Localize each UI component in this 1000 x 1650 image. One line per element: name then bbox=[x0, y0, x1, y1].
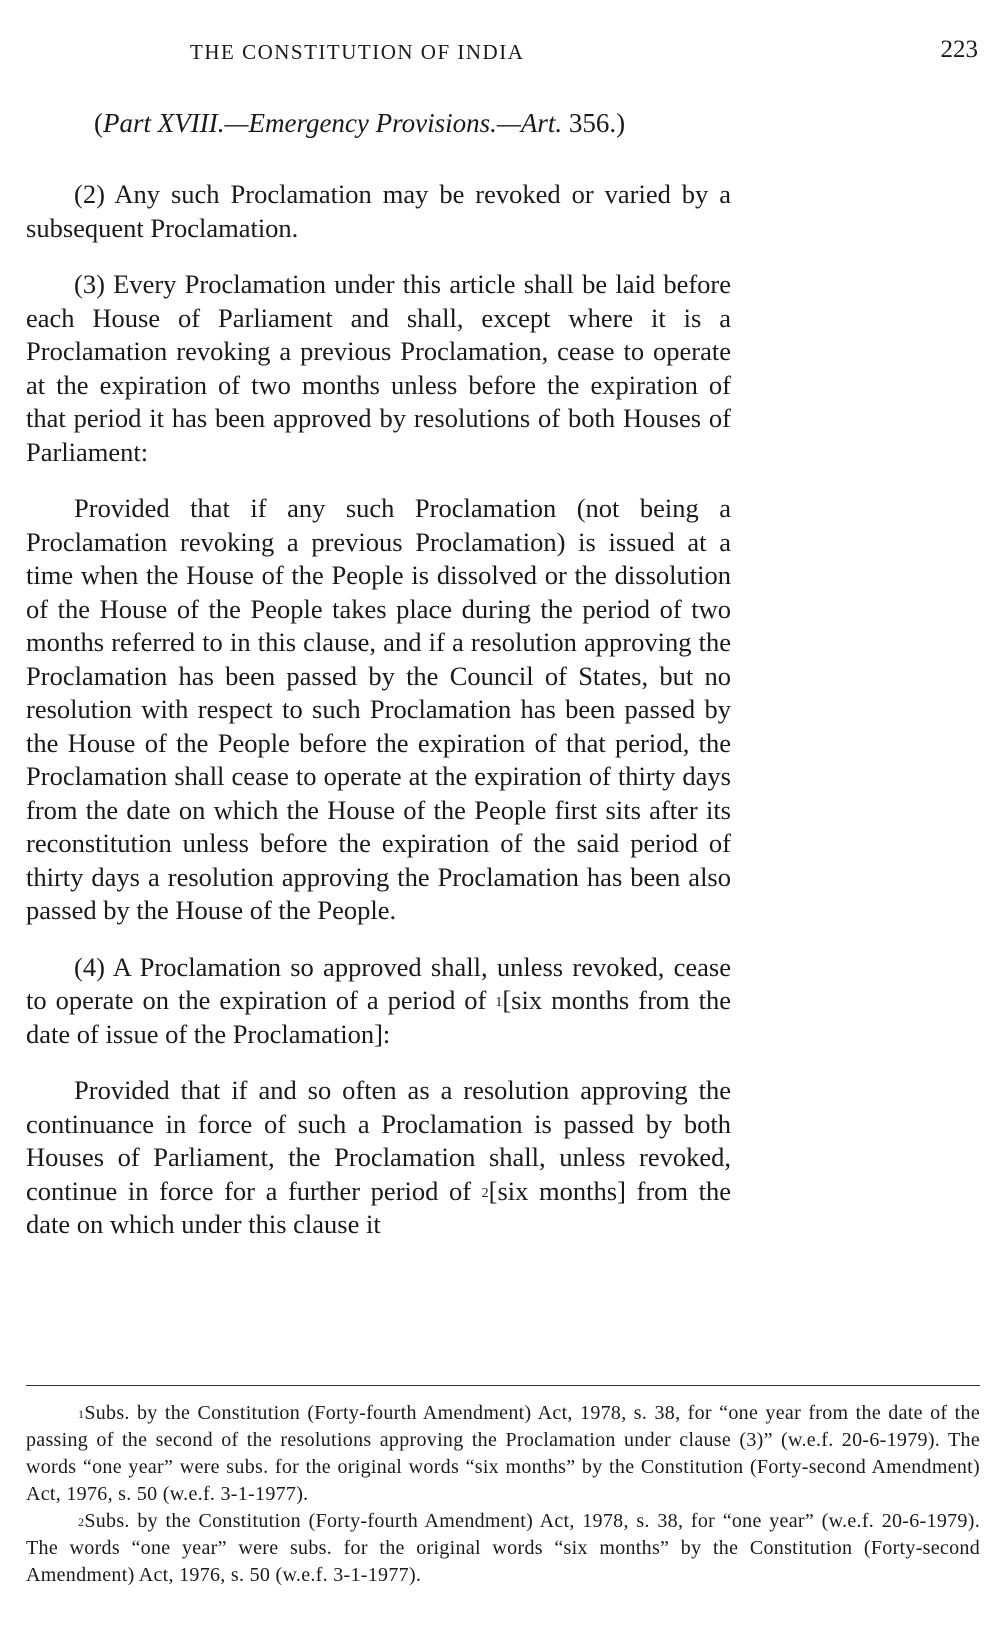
article-ref-number: 356.) bbox=[562, 108, 626, 138]
clause-2: (2) Any such Proclamation may be revoked or varied by a subsequent Proclamation. bbox=[26, 179, 731, 243]
footnotes bbox=[26, 1400, 980, 1589]
footnote-1-text: Subs. by the Constitution (Forty-fourth Amendment) Act, 1978, s. 38, for “one year from the date of the passing of the second of the resolutions approving the Proclamation under clause (3)” (w.e.f. 20-6-1979). The words “one year” were subs. for the original words “six months” by the Constitution (Forty-second Amendment) Act, 1976, s. 50 (w.e.f. 3-1-1977). bbox=[26, 1402, 980, 1505]
footnote-divider bbox=[26, 1385, 980, 1386]
footnote-ref-2: 2 bbox=[481, 1185, 489, 1201]
clause-4-proviso-text-a: Provided that if and so often as a resolution approving the continuance in force of such a Proclamation is passed by both Houses of Parliament, the Proclamation shall, unless revoked, continue in force for a further period of bbox=[26, 1075, 731, 1206]
footnote-2-text: Subs. by the Constitution (Forty-fourth Amendment) Act, 1978, s. 38, for “one year” (w.e.f. 20-6-1979). The words “one year” were subs. for the original words “six months” by the Constitution (Forty-second Amendment) Act, 1976, s. 50 (w.e.f. 3-1-1977). bbox=[26, 1510, 980, 1586]
footnote-2-marker: 2 bbox=[78, 1515, 85, 1529]
clause-4-text-b: [six months from the date of issue of the Proclamation]: bbox=[26, 985, 731, 1049]
clause-4-proviso-text-b: [six months] from the date on which under this clause it bbox=[26, 1175, 731, 1239]
page-header bbox=[0, 36, 1000, 76]
clause-3: (3) Every Proclamation under this article shall be laid before each House of Parliament and shall, except where it is a Proclamation revoking a previous Proclamation, cease to operate at the expiration of two months unless before the expiration of that period it has been approved by resolutions of both Houses of Parliament: bbox=[26, 269, 731, 467]
page-number: 223 bbox=[940, 36, 978, 63]
body-text bbox=[26, 178, 731, 1265]
article-ref-open: ( bbox=[94, 108, 103, 138]
clause-4 bbox=[26, 951, 731, 1052]
footnote-ref-1: 1 bbox=[495, 995, 503, 1010]
footnote-1 bbox=[26, 1400, 980, 1508]
clause-4-text-a: (4) A Proclamation so approved shall, unless revoked, cease to operate on the expiration of a period of bbox=[26, 951, 731, 1015]
clause-3-proviso: Provided that if any such Proclamation (not being a Proclamation revoking a previous Proclamation) is issued at a time when the House of the People is dissolved or the dissolution of the House of the People takes place during the period of two months referred to in this clause, and if a resolution approving the Proclamation has been passed by the Council of States, but no resolution with respect to such Proclamation has been passed by the House of the People before the expiration of that period, the Proclamation shall cease to operate at the expiration of thirty days from the date on which the House of the People first sits after its reconstitution unless before the expiration of the said period of thirty days a resolution approving the Proclamation has been also passed by the House of the People. bbox=[26, 493, 731, 925]
clause-4-proviso bbox=[26, 1074, 731, 1242]
running-title: THE CONSTITUTION OF INDIA bbox=[190, 40, 525, 64]
article-reference bbox=[94, 108, 625, 139]
article-ref-part: Part XVIII.—Emergency Provisions.—Art. bbox=[103, 108, 563, 138]
footnote-2 bbox=[26, 1508, 980, 1589]
footnote-1-marker: 1 bbox=[78, 1407, 85, 1421]
